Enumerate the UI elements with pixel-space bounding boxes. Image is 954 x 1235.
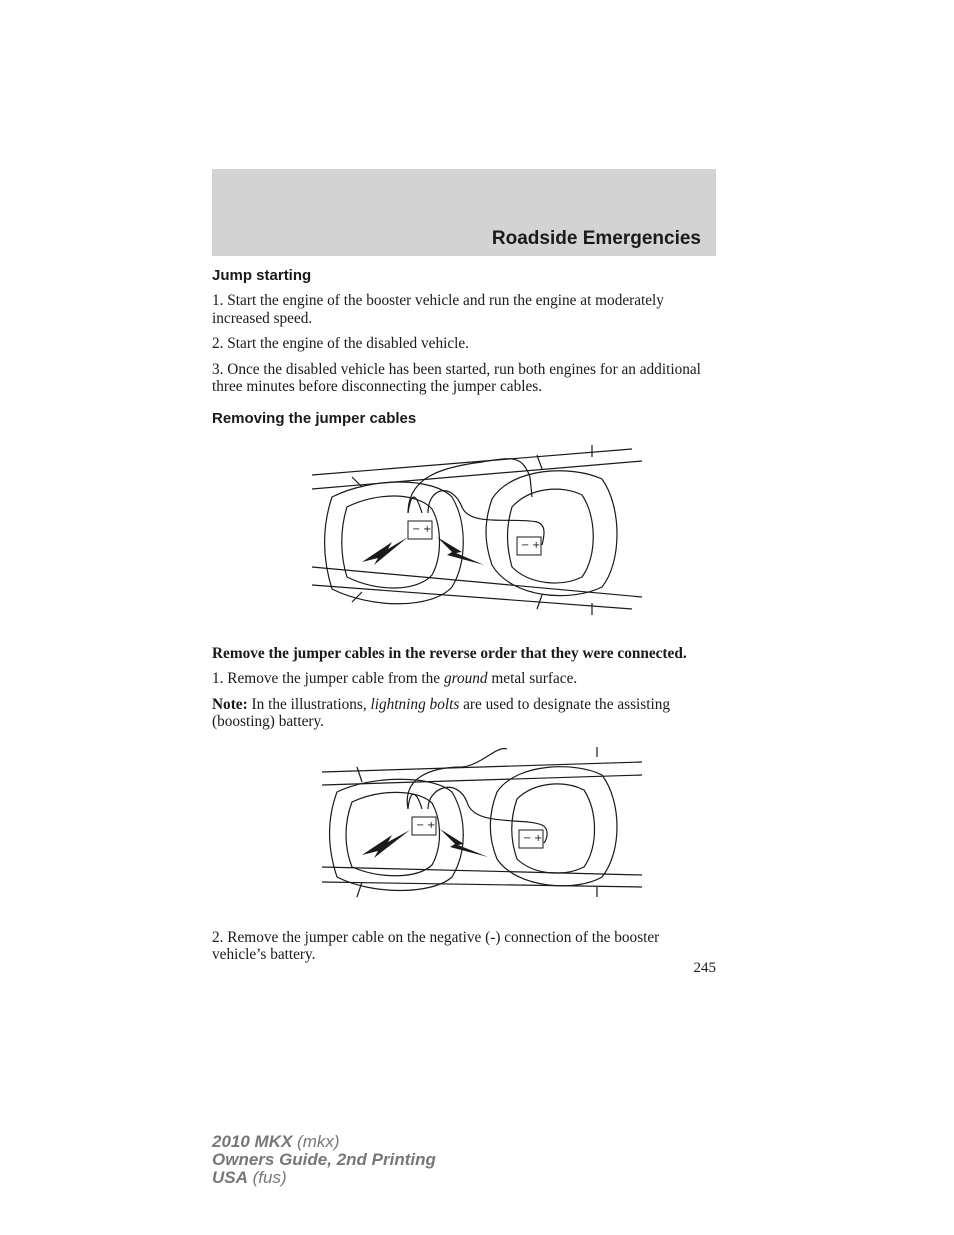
jumper-cable-diagram-2 xyxy=(212,747,716,917)
jump-step-1: 1. Start the engine of the booster vehicle and run the engine at moderately increased speed. xyxy=(212,292,664,327)
lightning-bolt-icon xyxy=(362,537,408,565)
battery-positive-label: + xyxy=(423,523,432,535)
footer-line-1: 2010 MKX (mkx) xyxy=(212,1132,340,1151)
remove-step-2: 2. Remove the jumper cable on the negative (-) connection of the booster vehicle’s battery. xyxy=(212,928,660,963)
booster-battery xyxy=(408,521,432,539)
jump-step-2: 2. Start the engine of the disabled vehicle. xyxy=(212,335,469,352)
battery-negative-label: − xyxy=(523,832,532,844)
footer-line-3: USA (fus) xyxy=(212,1168,287,1187)
section-title: Roadside Emergencies xyxy=(491,228,701,249)
disabled-vehicle-outline xyxy=(486,445,617,615)
page-content xyxy=(212,267,716,964)
battery-positive-label: + xyxy=(427,819,436,831)
remove-step-1: 1. Remove the jumper cable from the ground metal surface. xyxy=(212,670,578,687)
section-header-band xyxy=(212,169,716,256)
battery-negative-label: − xyxy=(521,539,530,551)
page-number: 245 xyxy=(693,960,716,976)
booster-battery xyxy=(412,817,436,835)
jumper-cable xyxy=(407,748,507,809)
disabled-battery xyxy=(519,830,543,848)
battery-negative-label: − xyxy=(412,523,421,535)
lightning-bolt-icon xyxy=(437,537,484,565)
disabled-battery xyxy=(517,537,541,555)
jumper-cable xyxy=(408,794,422,809)
heading-removing-cables: Removing the jumper cables xyxy=(212,409,417,427)
removal-order-warning: Remove the jumper cables in the reverse order that they were connected. xyxy=(212,644,687,662)
heading-jump-starting: Jump starting xyxy=(212,267,312,284)
lightning-bolt-icon xyxy=(362,830,410,858)
battery-positive-label: + xyxy=(532,539,541,551)
footer-line-2: Owners Guide, 2nd Printing xyxy=(212,1150,436,1169)
illustration-note: Note: In the illustrations, lightning bolts are used to designate the assisting (boosting) battery. xyxy=(212,695,671,730)
battery-positive-label: + xyxy=(534,832,543,844)
disabled-vehicle-outline xyxy=(490,747,617,897)
jumper-cable xyxy=(408,458,530,512)
document-footer xyxy=(212,1133,436,1187)
jumper-cable-diagram-1 xyxy=(212,437,716,627)
battery-negative-label: − xyxy=(416,819,425,831)
lightning-bolt-icon xyxy=(440,829,488,857)
jump-step-3: 3. Once the disabled vehicle has been started, run both engines for an additional three minutes before disconnecting the jumper cables. xyxy=(212,360,701,395)
